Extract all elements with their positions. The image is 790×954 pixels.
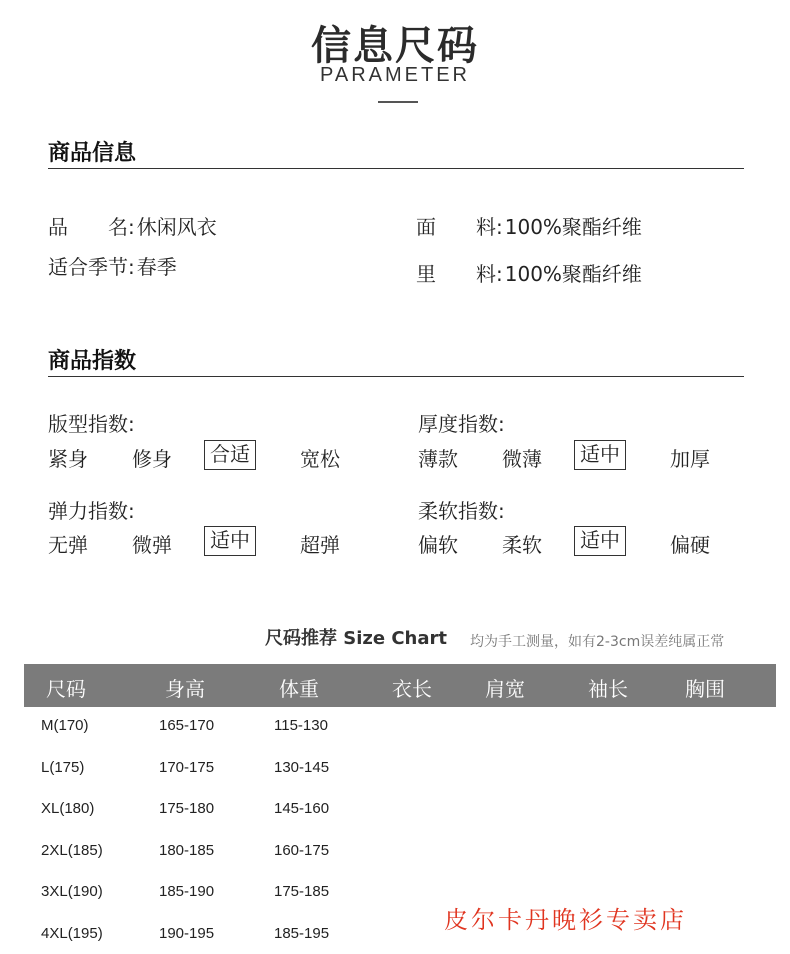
table-header-cell: 袖长 [588, 677, 628, 701]
size-table-header [24, 664, 776, 707]
size-chart-note: 均为手工测量，如有2-3cm误差纯属正常 [470, 634, 725, 650]
lining-label: 里 料: [416, 262, 503, 286]
index-option: 修身 [132, 447, 172, 471]
table-cell: 190-195 [159, 924, 215, 942]
table-cell: XL(180) [41, 800, 95, 817]
table-cell: 3XL(190) [41, 883, 103, 900]
table-cell: L(175) [41, 758, 85, 776]
product-name-value: 休闲风衣 [136, 215, 217, 239]
season [48, 251, 177, 280]
product-name-label: 品 名: [48, 215, 135, 239]
index-option: 紧身 [48, 447, 88, 471]
index-option-selected: 适中 [204, 526, 256, 556]
lining [416, 258, 642, 287]
index-group-label: 厚度指数: [418, 412, 505, 436]
index-option: 微弹 [132, 533, 172, 557]
fabric-label: 面 料: [416, 215, 503, 239]
index-option: 微薄 [502, 447, 542, 471]
table-cell: 185-195 [274, 924, 330, 942]
table-cell: 170-175 [159, 758, 215, 776]
fabric-value: 100%聚酯纤维 [504, 215, 642, 239]
table-cell: 130-145 [274, 758, 330, 776]
size-chart-title: 尺码推荐 Size Chart [265, 628, 448, 649]
table-header-cell: 尺码 [46, 677, 86, 701]
index-option: 薄款 [418, 447, 458, 471]
page-subtitle: PARAMETER [320, 64, 470, 86]
table-cell: 160-175 [274, 841, 330, 859]
table-cell: M(170) [41, 717, 89, 734]
product-info-heading: 商品信息 [48, 141, 137, 166]
product-info-rule [48, 168, 744, 169]
table-header-cell: 衣长 [392, 677, 432, 701]
index-group-label: 柔软指数: [418, 499, 505, 523]
page-title: 信息尺码 [311, 23, 479, 69]
fabric [416, 211, 642, 240]
product-name [48, 211, 217, 240]
season-value: 春季 [136, 255, 177, 279]
index-option: 偏硬 [670, 533, 710, 557]
index-group-label: 弹力指数: [48, 499, 135, 523]
product-index-heading: 商品指数 [48, 349, 137, 374]
lining-value: 100%聚酯纤维 [504, 262, 642, 286]
index-option: 偏软 [418, 533, 458, 557]
table-cell: 185-190 [159, 883, 215, 900]
index-option-selected: 适中 [574, 526, 626, 556]
season-label: 适合季节: [48, 255, 135, 279]
index-option-selected: 合适 [204, 440, 256, 470]
index-option: 加厚 [670, 447, 710, 471]
table-cell: 175-180 [159, 800, 215, 817]
table-cell: 2XL(185) [41, 841, 103, 859]
product-index-rule [48, 376, 744, 377]
index-group-label: 版型指数: [48, 412, 135, 436]
index-option: 宽松 [300, 447, 340, 471]
index-option: 柔软 [502, 533, 542, 557]
index-option: 无弹 [48, 533, 88, 557]
table-header-cell: 肩宽 [485, 677, 525, 701]
table-cell: 145-160 [274, 800, 330, 817]
store-watermark: 皮尔卡丹晚衫专卖店 [444, 906, 687, 934]
table-header-cell: 体重 [279, 677, 319, 701]
table-cell: 115-130 [274, 717, 328, 734]
title-divider [378, 101, 418, 103]
index-option: 超弹 [300, 533, 340, 557]
table-cell: 4XL(195) [41, 924, 103, 942]
table-header-cell: 身高 [165, 677, 205, 701]
index-option-selected: 适中 [574, 440, 626, 470]
table-cell: 165-170 [159, 717, 215, 734]
table-cell: 175-185 [274, 883, 330, 900]
table-header-cell: 胸围 [685, 677, 725, 701]
table-cell: 180-185 [159, 841, 215, 859]
